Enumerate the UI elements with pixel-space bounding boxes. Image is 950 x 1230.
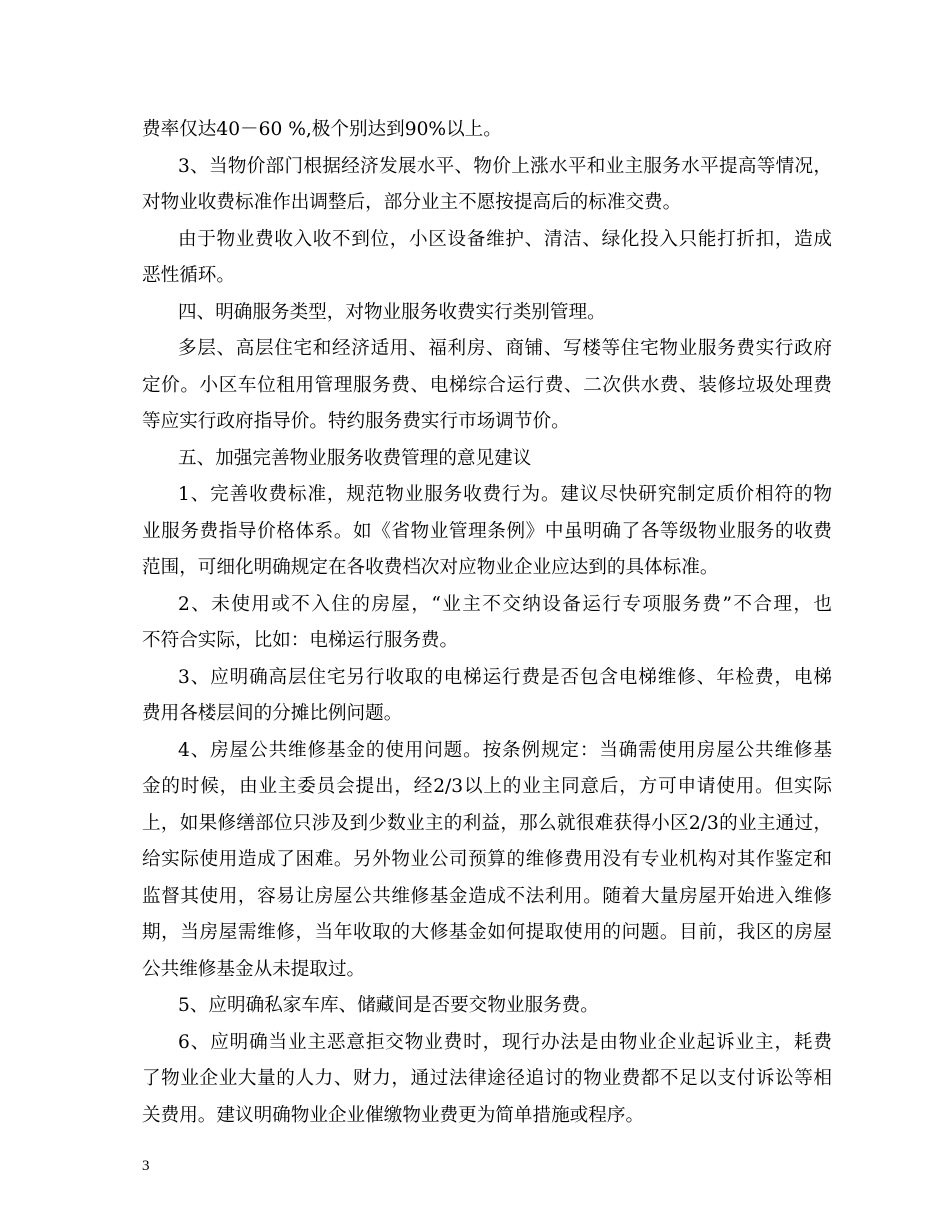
text-line: 多层、高层住宅和经济适用、福利房、商铺、写楼等住宅物业服务费实行政府 xyxy=(178,338,832,359)
text-line: 关费用。建议明确物业企业催缴物业费更为简单措施或程序。 xyxy=(142,1104,645,1126)
text-line: 公共维修基金从未提取过。 xyxy=(142,958,366,980)
text-line: 恶性循环。 xyxy=(142,265,235,286)
text-line: 监督其使用，容易让房屋公共维修基金造成不法利用。随着大量房屋开始进入维修 xyxy=(142,885,832,907)
text-line: 1、完善收费标准，规范物业服务收费行为。建议尽快研究制定质价相符的物 xyxy=(178,484,832,505)
text-line: 上，如果修缮部位只涉及到少数业主的利益，那么就很难获得小区2/3的业主通过， xyxy=(142,812,832,834)
text-line: 定价。小区车位租用管理服务费、电梯综合运行费、二次供水费、装修垃圾处理费 xyxy=(142,374,832,396)
text-line: 范围，可细化明确规定在各收费档次对应物业企业应达到的具体标准。 xyxy=(142,557,719,578)
text-line: 了物业企业大量的人力、财力，通过法律途径追讨的物业费都不足以支付诉讼等相 xyxy=(142,1068,832,1089)
text-line: 2、未使用或不入住的房屋，“业主不交纳设备运行专项服务费”不合理，也 xyxy=(178,593,832,615)
text-line: 5、应明确私家车库、储藏间是否要交物业服务费。 xyxy=(178,995,599,1016)
text-line: 3、当物价部门根据经济发展水平、物价上涨水平和业主服务水平提高等情况， xyxy=(178,155,832,177)
text-line: 业服务费指导价格体系。如《省物业管理条例》中虽明确了各等级物业服务的收费 xyxy=(142,520,832,542)
text-line: 不符合实际，比如：电梯运行服务费。 xyxy=(142,630,459,651)
section-heading: 五、加强完善物业服务收费管理的意见建议 xyxy=(178,447,532,469)
body-text xyxy=(142,112,832,1134)
text-line: 6、应明确当业主恶意拒交物业费时，现行办法是由物业企业起诉业主，耗费 xyxy=(178,1031,832,1053)
text-line: 金的时候，由业主委员会提出，经2/3以上的业主同意后，方可申请使用。但实际 xyxy=(142,776,832,797)
text-line: 给实际使用造成了困难。另外物业公司预算的维修费用没有专业机构对其作鉴定和 xyxy=(142,849,832,870)
text-line: 4、房屋公共维修基金的使用问题。按条例规定：当确需使用房屋公共维修基 xyxy=(178,739,832,761)
text-line: 等应实行政府指导价。特约服务费实行市场调节价。 xyxy=(142,411,570,432)
section-heading: 四、明确服务类型，对物业服务收费实行类别管理。 xyxy=(178,301,606,323)
text-line: 3、应明确高层住宅另行收取的电梯运行费是否包含电梯维修、年检费，电梯 xyxy=(178,666,832,688)
text-line: 由于物业费收入收不到位，小区设备维护、清洁、绿化投入只能打折扣，造成 xyxy=(178,228,832,250)
text-line: 费用各楼层间的分摊比例问题。 xyxy=(142,703,403,724)
page-number: 3 xyxy=(142,1158,150,1174)
text-line: 费率仅达40－60 %,极个别达到90%以上。 xyxy=(142,119,502,140)
text-line: 对物业收费标准作出调整后，部分业主不愿按提高后的标准交费。 xyxy=(142,192,682,213)
text-line: 期，当房屋需维修，当年收取的大修基金如何提取使用的问题。目前，我区的房屋 xyxy=(142,922,832,943)
